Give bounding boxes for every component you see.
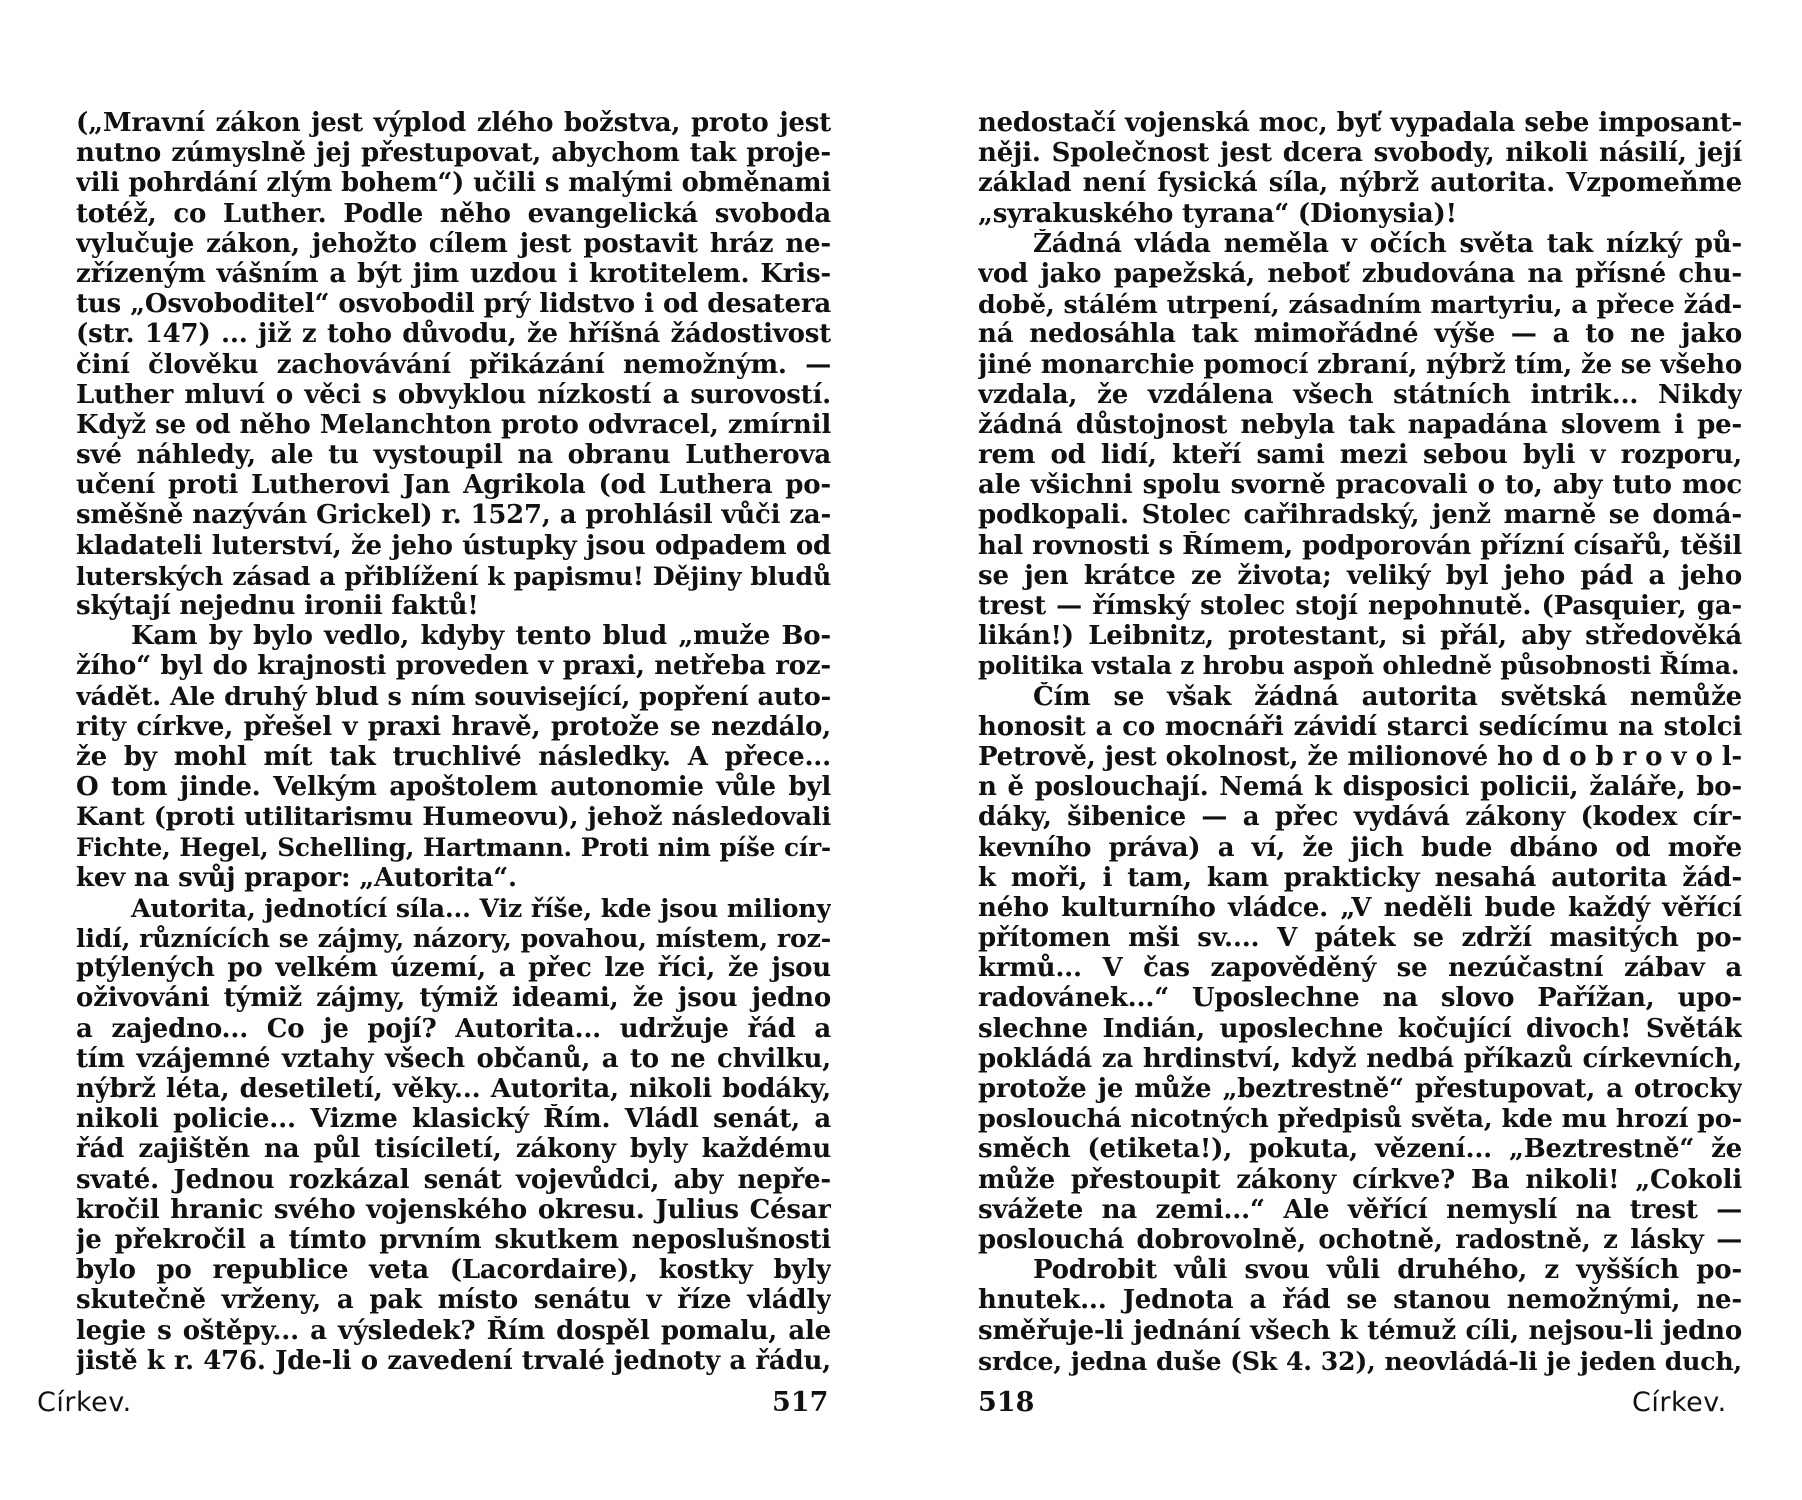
text-line: bylo po republice veta (Lacordaire), kostky byly — [76, 1255, 831, 1286]
text-line: nedostačí vojenská moc, byť vypadala sebe imposant- — [978, 108, 1742, 138]
text-line: totéž, co Luther. Podle něho evangelická svoboda — [76, 198, 831, 229]
text-line: kevního práva) a ví, že jich bude dbáno od moře — [978, 832, 1742, 863]
text-line: Kant (proti utilitarismu Humeovu), jehož následovali — [76, 802, 831, 833]
left-page-number: 517 — [772, 1387, 829, 1418]
text-line: skýtají nejednu ironii faktů! — [76, 591, 479, 621]
text-line: žádná důstojnost nebyla tak napadána slovem i pe- — [978, 409, 1742, 440]
left-running-footer: Církev. — [37, 1387, 132, 1418]
text-line: srdce, jedna duše (Sk 4. 32), neovládá-li je jeden duch, — [978, 1345, 1742, 1376]
text-line: nikoli policie... Vizme klasický Řím. Vládl senát, a — [76, 1104, 831, 1135]
text-line: (str. 147) ... již z toho důvodu, že hříšná žádostivost — [76, 319, 831, 350]
text-line: „syrakuského tyrana“ (Dionysia)! — [978, 198, 1457, 229]
text-line: O tom jinde. Velkým apoštolem autonomie vůle byl — [76, 772, 831, 803]
text-line: směšně nazýván Grickel) r. 1527, a prohlásil vůči za- — [76, 500, 831, 531]
text-line: n ě poslouchají. Nemá k disposici policii, žaláře, bo- — [978, 772, 1742, 803]
text-line: směřuje-li jednání všech k témuž cíli, nejsou-li jedno — [978, 1315, 1742, 1346]
text-line: slechne Indián, uposlechne kočující divoch! Světák — [978, 1013, 1742, 1044]
text-line: vylučuje zákon, jehožto cílem jest postavit hráz ne- — [76, 228, 831, 259]
text-line: hnutek... Jednota a řád se stanou nemožnými, ne- — [978, 1285, 1742, 1316]
text-line: nutno zúmyslně jej přestupovat, abychom tak proje- — [76, 138, 831, 169]
text-line: vádět. Ale druhý blud s ním související, popření auto- — [76, 681, 831, 712]
text-line: tus „Osvoboditel“ osvobodil prý lidstvo i od desatera — [76, 289, 831, 320]
text-line: něji. Společnost jest dcera svobody, nikoli násilí, její — [978, 138, 1742, 169]
text-line: poslouchá nicotných předpisů světa, kde mu hrozí po- — [978, 1104, 1742, 1135]
text-line: Petrově, jest okolnost, že milionové ho d o b r o v o l- — [978, 741, 1742, 772]
text-line: oživováni týmiž zájmy, týmiž ideami, že jsou jedno — [76, 983, 831, 1014]
text-line: luterských zásad a přiblížení k papismu! Dějiny bludů — [76, 560, 831, 591]
text-line: krmů... V čas zapověděný se nezúčastní zábav a — [978, 953, 1742, 984]
text-line: Kam by bylo vedlo, kdyby tento blud „muže Bo- — [131, 621, 831, 652]
left-page-text — [76, 108, 831, 1376]
text-line: Luther mluví o věci s obvyklou nízkostí a surovostí. — [76, 379, 831, 410]
text-line: dáky, šibenice — a přec vydává zákony (kodex cír- — [978, 802, 1742, 833]
text-line: protože je může „beztrestně“ přestupovat, a otrocky — [978, 1074, 1742, 1104]
text-line: činí člověku zachovávání přikázání nemožným. — — [76, 349, 831, 380]
text-line: se jen krátce ze života; veliký byl jeho pád a jeho — [978, 560, 1742, 591]
right-page — [901, 0, 1802, 1500]
text-line: žího“ byl do krajnosti proveden v praxi, netřeba roz- — [76, 651, 831, 682]
text-line: pokládá za hrdinství, když nedbá příkazů církevních, — [978, 1043, 1742, 1074]
right-page-number: 518 — [978, 1387, 1035, 1418]
text-line: své náhledy, ale tu vystoupil na obranu Lutherova — [76, 440, 831, 471]
text-line: svážete na zemi...“ Ale věřící nemyslí na trest — — [978, 1194, 1742, 1225]
text-line: Fichte, Hegel, Schelling, Hartmann. Proti nim píše cír- — [76, 832, 831, 862]
text-line: době, stálém utrpení, zásadním martyriu, a přece žád- — [978, 289, 1742, 320]
text-line: rem od lidí, kteří sami mezi sebou byli v rozporu, — [978, 440, 1742, 471]
text-line: ptýlených po velkém území, a přec lze říci, že jsou — [76, 953, 831, 984]
right-running-footer: Církev. — [1632, 1387, 1727, 1418]
text-line: ného kulturního vládce. „V neděli bude každý věřící — [978, 892, 1742, 923]
text-line: politika vstala z hrobu aspoň ohledně působnosti Říma. — [978, 651, 1740, 681]
text-line: a zajedno... Co je pojí? Autorita... udržuje řád a — [76, 1013, 831, 1044]
text-line: vod jako papežská, neboť zbudována na přísné chu- — [978, 258, 1742, 289]
text-line: k moři, i tam, kam prakticky nesahá autorita žád- — [978, 862, 1742, 893]
text-line: lidí, různících se zájmy, názory, povahou, místem, roz- — [76, 923, 831, 954]
text-line: tím vzájemné vztahy všech občanů, a to ne chvilku, — [76, 1043, 831, 1074]
text-line: hal rovnosti s Římem, podporován přízní císařů, těšil — [978, 530, 1742, 561]
text-line: přítomen mši sv.... V pátek se zdrží masitých po- — [978, 923, 1742, 954]
text-line: kladateli luterství, že jeho ústupky jsou odpadem od — [76, 530, 831, 561]
text-line: jiné monarchie pomocí zbraní, nýbrž tím, že se všeho — [978, 349, 1742, 380]
text-line: směch (etiketa!), pokuta, vězení... „Beztrestně“ že — [978, 1134, 1742, 1165]
text-line: že by mohl mít tak truchlivé následky. A přece... — [76, 741, 831, 772]
text-line: může přestoupit zákony církve? Ba nikoli! „Cokoli — [978, 1164, 1742, 1195]
text-line: vili pohrdání zlým bohem“) učili s malými obměnami — [76, 168, 831, 199]
text-line: likán!) Leibnitz, protestant, si přál, aby středověká — [978, 621, 1742, 652]
text-line: nýbrž léta, desetiletí, věky... Autorita, nikoli bodáky, — [76, 1074, 831, 1104]
text-line: Žádná vláda neměla v očích světa tak nízký pů- — [1033, 228, 1742, 259]
text-line: podkopali. Stolec cařihradský, jenž marně se domá- — [978, 500, 1742, 531]
text-line: základ není fysická síla, nýbrž autorita. Vzpomeňme — [978, 168, 1742, 199]
text-line: vzdala, že vzdálena všech státních intrik... Nikdy — [978, 379, 1742, 410]
text-line: Čím se však žádná autorita světská nemůže — [1033, 681, 1742, 712]
text-line: honosit a co mocnáři závidí starci sedícímu na stolci — [978, 711, 1742, 742]
text-line: svaté. Jednou rozkázal senát vojevůdci, aby nepře- — [76, 1164, 831, 1195]
text-line: je překročil a tímto prvním skutkem neposlušnosti — [76, 1224, 831, 1255]
text-line: („Mravní zákon jest výplod zlého božstva, proto jest — [76, 108, 831, 138]
text-line: legie s oštěpy... a výsledek? Řím dospěl pomalu, ale — [76, 1315, 831, 1346]
text-line: jistě k r. 476. Jde-li o zavedení trvalé jednoty a řádu, — [76, 1345, 831, 1376]
text-line: poslouchá dobrovolně, ochotně, radostně, z lásky — — [978, 1224, 1742, 1255]
text-line: zřízeným vášním a být jim uzdou i krotitelem. Kris- — [76, 258, 831, 289]
text-line: Když se od něho Melanchton proto odvracel, zmírnil — [76, 409, 831, 440]
text-line: rity církve, přešel v praxi hravě, protože se nezdálo, — [76, 711, 831, 742]
right-page-text — [978, 108, 1742, 1376]
text-line: Podrobit vůli svou vůli druhého, z vyšších po- — [1033, 1255, 1742, 1286]
text-line: skutečně vrženy, a pak místo senátu v říze vládly — [76, 1285, 831, 1316]
text-line: ale všichni spolu svorně pracovali o to, aby tuto moc — [978, 470, 1742, 501]
text-line: Autorita, jednotící síla... Viz říše, kde jsou miliony — [131, 892, 831, 923]
text-line: kročil hranic svého vojenského okresu. Julius César — [76, 1194, 831, 1225]
text-line: řád zajištěn na půl tisíciletí, zákony byly každému — [76, 1134, 831, 1165]
text-line: kev na svůj prapor: „Autorita“. — [76, 862, 517, 893]
text-line: učení proti Lutherovi Jan Agrikola (od Luthera po- — [76, 470, 831, 501]
text-line: radovánek...“ Uposlechne na slovo Pařížan, upo- — [978, 983, 1742, 1014]
text-line: ná nedosáhla tak mimořádné výše — a to ne jako — [978, 319, 1742, 350]
text-line: trest — římský stolec stojí nepohnutě. (Pasquier, ga- — [978, 591, 1742, 621]
